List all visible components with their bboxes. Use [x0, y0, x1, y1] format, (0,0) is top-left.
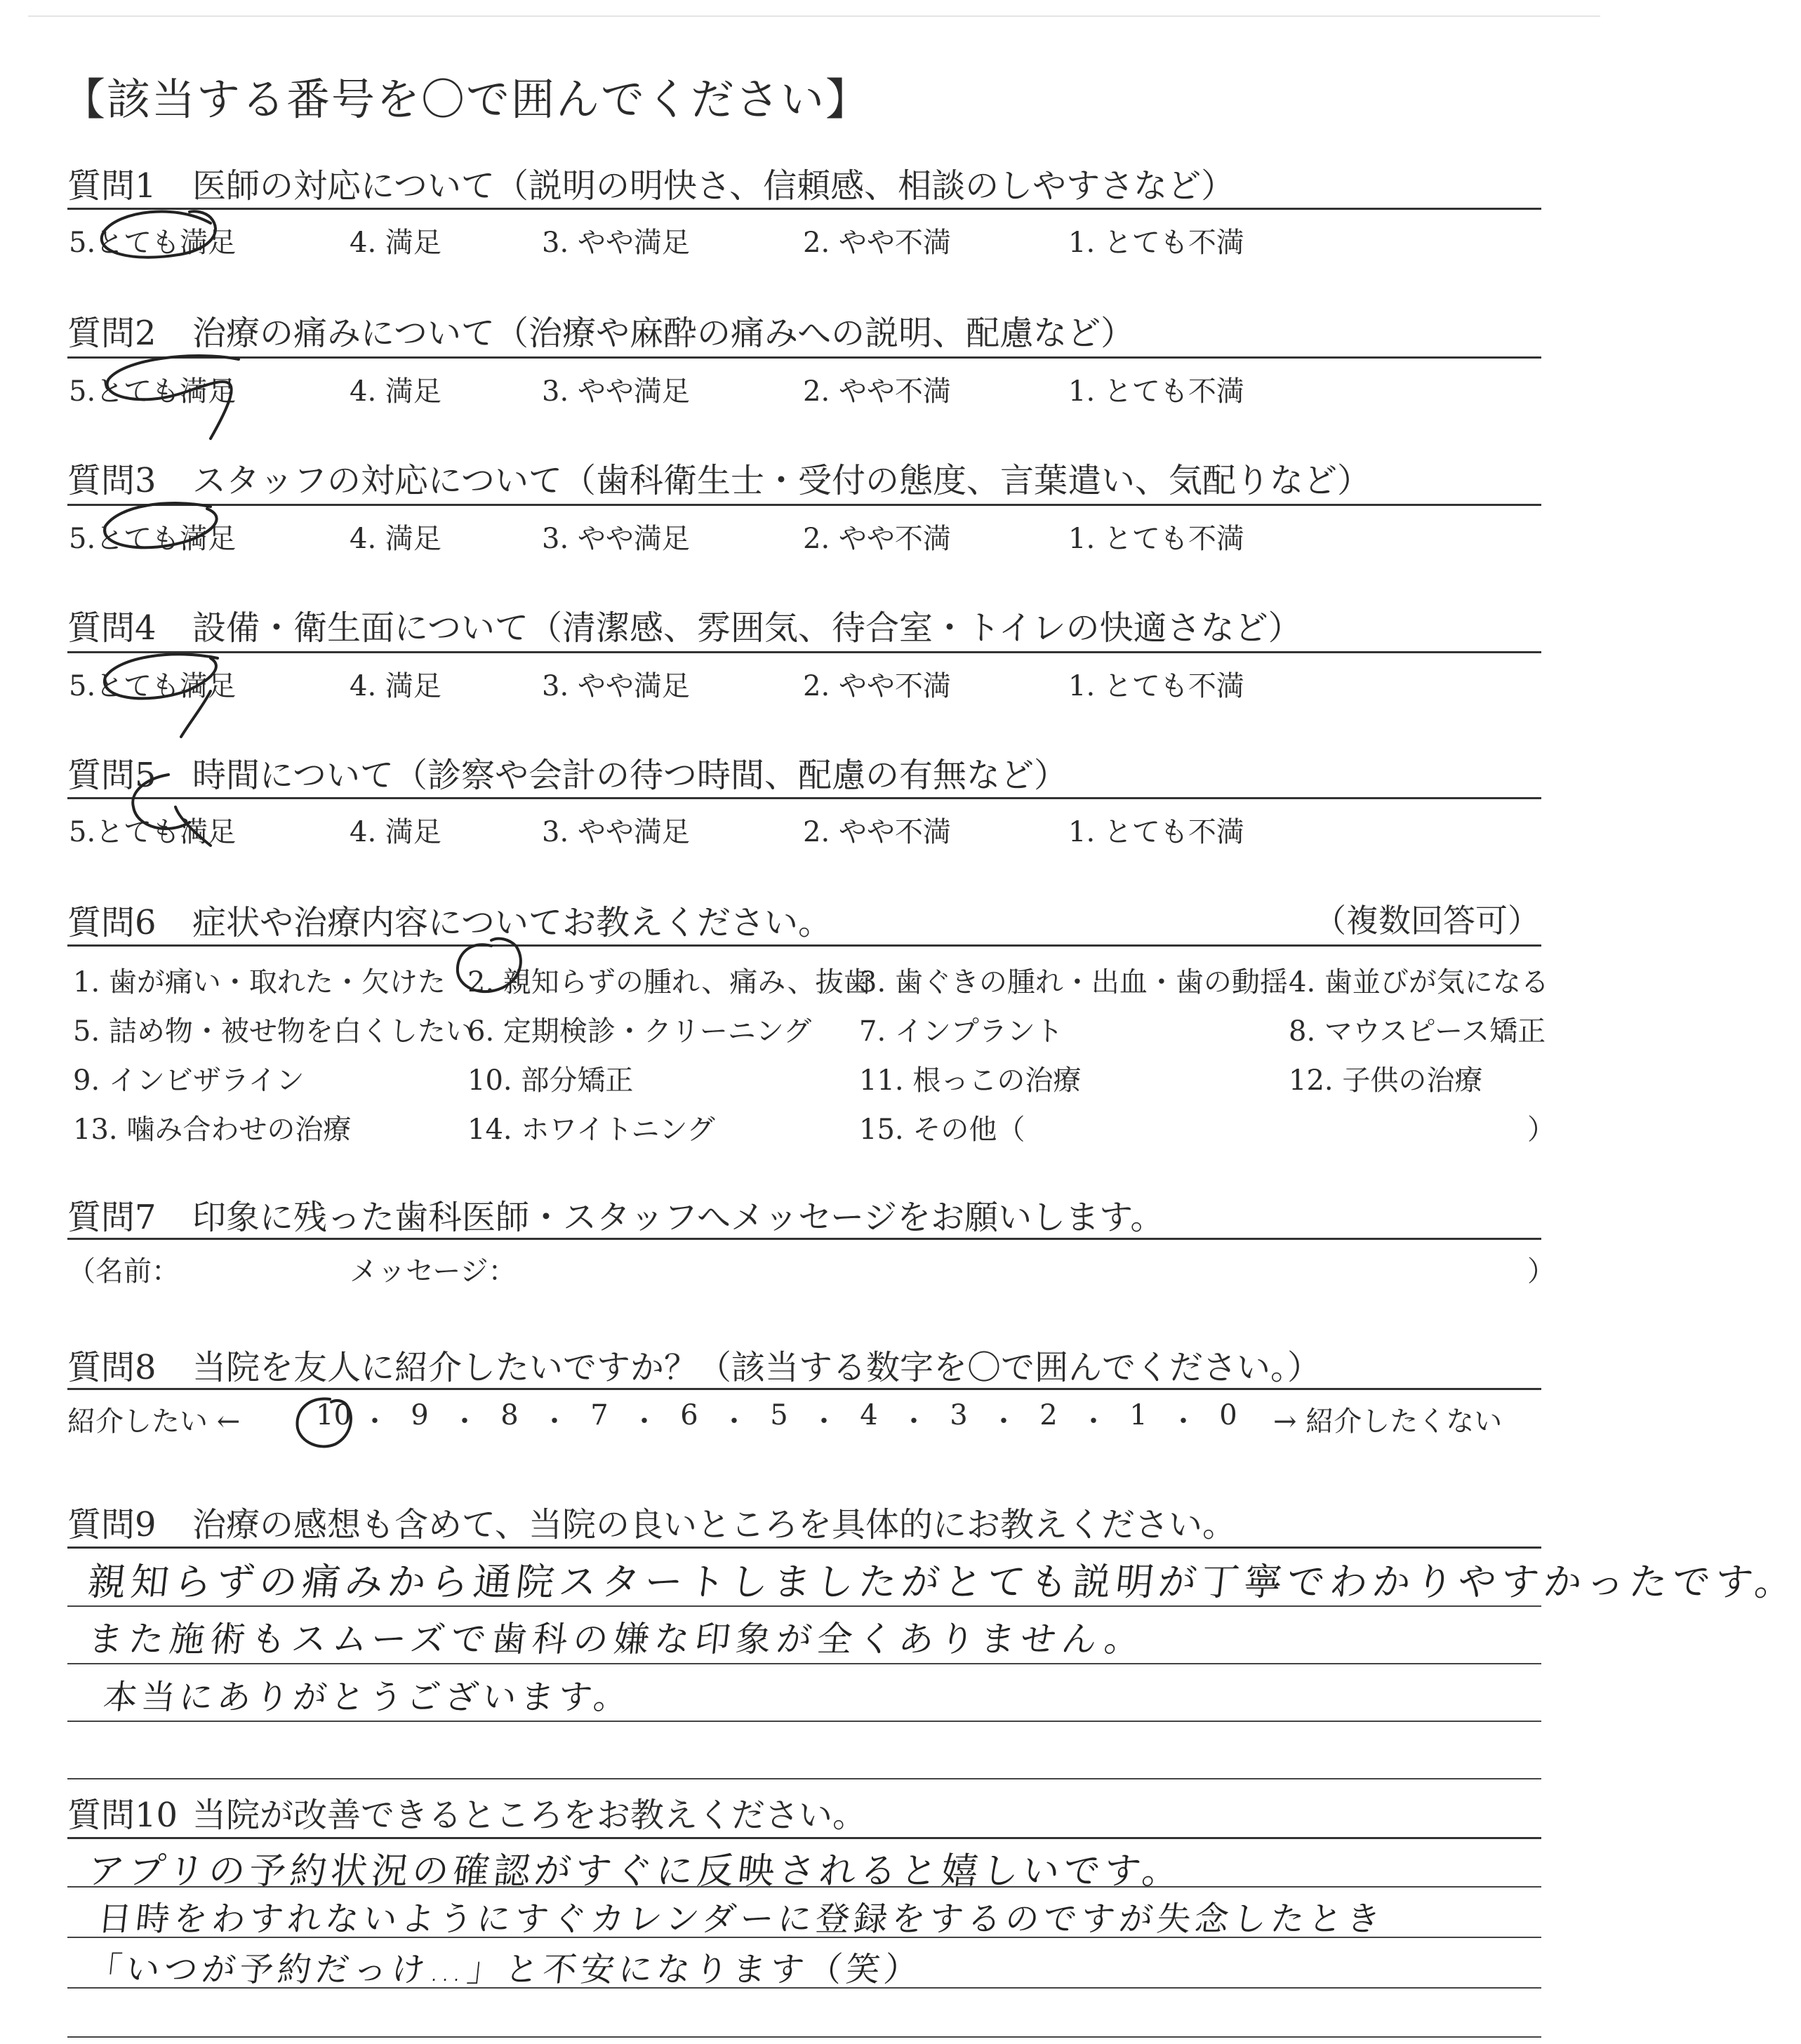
other-close-paren: ）	[1527, 1114, 1555, 1146]
rating-option-4[interactable]: 4. 満足	[350, 375, 441, 408]
rating-option-3[interactable]: 3. やや満足	[542, 523, 690, 555]
q9-answer-line-3[interactable]: 本当にありがとうございます。	[101, 1678, 634, 1717]
question-text: 治療の感想も含めて、当院の良いところを具体的にお教えください。	[192, 1505, 1237, 1544]
rating-option-4[interactable]: 4. 満足	[350, 227, 441, 259]
question-text: 症状や治療内容についてお教えください。	[192, 903, 832, 942]
question-number: 質問1	[67, 166, 157, 206]
rating-option-2[interactable]: 2. やや不満	[803, 375, 951, 408]
question-rule	[67, 1238, 1541, 1240]
scale-separator: ・	[1079, 1405, 1108, 1438]
scale-separator: ・	[451, 1405, 479, 1438]
message-close-paren: ）	[1527, 1255, 1555, 1288]
answer-line	[67, 1721, 1541, 1722]
scale-10[interactable]: 10	[316, 1399, 352, 1431]
treatment-option-7[interactable]: 7. インプラント	[859, 1015, 1063, 1048]
scale-9[interactable]: 9	[411, 1399, 429, 1431]
rating-option-5[interactable]: 5.とても満足	[69, 670, 237, 702]
question-rule	[67, 651, 1541, 653]
rating-option-2[interactable]: 2. やや不満	[803, 227, 951, 259]
question-number: 質問7	[67, 1198, 157, 1237]
treatment-option-8[interactable]: 8. マウスピース矯正	[1289, 1015, 1546, 1048]
rating-option-5[interactable]: 5.とても満足	[69, 227, 237, 259]
question-1	[67, 159, 1235, 207]
q10-answer-line-1[interactable]: アプリの予約状況の確認がすぐに反映されると嬉しいです。	[86, 1850, 1185, 1892]
rating-option-1[interactable]: 1. とても不満	[1068, 227, 1244, 259]
question-rule	[67, 1388, 1541, 1390]
page-heading: 【該当する番号を〇で囲んでください】	[62, 74, 871, 125]
question-text: スタッフの対応について（歯科衛生士・受付の態度、言葉遣い、気配りなど）	[192, 461, 1371, 500]
question-7	[67, 1190, 1164, 1238]
scale-4[interactable]: 4	[860, 1399, 878, 1431]
q10-answer-line-3[interactable]: 「いつが予約だっけ…」と不安になります（笑）	[86, 1950, 924, 1989]
question-text: 印象に残った歯科医師・スタッフへメッセージをお願いします。	[192, 1198, 1164, 1237]
treatment-option-9[interactable]: 9. インビザライン	[73, 1064, 305, 1097]
treatment-option-12[interactable]: 12. 子供の治療	[1289, 1064, 1483, 1097]
rating-option-4[interactable]: 4. 満足	[350, 523, 441, 555]
rating-option-3[interactable]: 3. やや満足	[542, 227, 690, 259]
top-edge-line	[28, 15, 1600, 17]
question-text: 当院が改善できるところをお教えください。	[192, 1796, 867, 1835]
message-label: メッセージ：	[350, 1255, 517, 1288]
question-4	[67, 601, 1302, 649]
scale-separator: ・	[630, 1405, 658, 1438]
question-text: 治療の痛みについて（治療や麻酔の痛みへの説明、配慮など）	[192, 314, 1135, 353]
question-rule	[67, 944, 1541, 947]
rating-option-1[interactable]: 1. とても不満	[1068, 816, 1244, 848]
question-text: 当院を友人に紹介したいですか？（該当する数字を〇で囲んでください。）	[192, 1348, 1322, 1387]
question-rule	[67, 208, 1541, 210]
question-10	[67, 1788, 866, 1836]
recommend-right-label: → 紹介したくない	[1273, 1405, 1503, 1438]
scale-separator: ・	[900, 1405, 928, 1438]
treatment-option-10[interactable]: 10. 部分矯正	[467, 1064, 634, 1097]
scale-2[interactable]: 2	[1039, 1399, 1058, 1431]
question-text: 設備・衛生面について（清潔感、雰囲気、待合室・トイレの快適さなど）	[192, 608, 1302, 648]
treatment-option-2[interactable]: 2. 親知らずの腫れ、痛み、抜歯	[467, 966, 872, 998]
treatment-option-13[interactable]: 13. 噛み合わせの治療	[73, 1114, 352, 1146]
scale-separator: ・	[990, 1405, 1018, 1438]
scale-separator: ・	[540, 1405, 569, 1438]
question-number: 質問2	[67, 314, 157, 353]
treatment-option-5[interactable]: 5. 詰め物・被せ物を白くしたい	[73, 1015, 474, 1048]
scale-3[interactable]: 3	[950, 1399, 968, 1431]
scale-separator: ・	[1169, 1405, 1197, 1438]
rating-option-1[interactable]: 1. とても不満	[1068, 670, 1244, 702]
question-number: 質問6	[67, 903, 157, 942]
question-number: 質問5	[67, 756, 157, 795]
scale-1[interactable]: 1	[1129, 1399, 1148, 1431]
rating-option-3[interactable]: 3. やや満足	[542, 375, 690, 408]
rating-option-4[interactable]: 4. 満足	[350, 670, 441, 702]
treatment-option-15[interactable]: 15. その他（	[859, 1114, 1025, 1146]
recommend-left-label: 紹介したい ←	[67, 1405, 241, 1438]
name-label: （名前：	[67, 1255, 180, 1288]
question-2	[67, 306, 1134, 354]
question-number: 質問8	[67, 1348, 157, 1387]
scale-separator: ・	[361, 1405, 389, 1438]
rating-option-3[interactable]: 3. やや満足	[542, 670, 690, 702]
question-rule	[67, 1837, 1541, 1839]
scale-7[interactable]: 7	[590, 1399, 609, 1431]
scale-8[interactable]: 8	[500, 1399, 519, 1431]
q9-answer-line-1[interactable]: 親知らずの痛みから通院スタートしましたがとても説明が丁寧でわかりやすかったです。	[86, 1560, 1800, 1604]
rating-option-1[interactable]: 1. とても不満	[1068, 523, 1244, 555]
question-text: 時間について（診察や会計の待つ時間、配慮の有無など）	[192, 756, 1068, 795]
rating-option-5[interactable]: 5.とても満足	[69, 523, 237, 555]
question-5	[67, 748, 1068, 796]
rating-option-4[interactable]: 4. 満足	[350, 816, 441, 848]
treatment-option-14[interactable]: 14. ホワイトニング	[467, 1114, 715, 1146]
question-3	[67, 453, 1371, 502]
rating-option-3[interactable]: 3. やや満足	[542, 816, 690, 848]
treatment-option-3[interactable]: 3. 歯ぐきの腫れ・出血・歯の動揺	[859, 966, 1288, 998]
rating-option-2[interactable]: 2. やや不満	[803, 670, 951, 702]
treatment-option-1[interactable]: 1. 歯が痛い・取れた・欠けた	[73, 966, 446, 998]
scale-5[interactable]: 5	[770, 1399, 788, 1431]
question-rule	[67, 797, 1541, 799]
answer-line	[67, 1778, 1541, 1779]
question-rule	[67, 504, 1541, 506]
question-6	[67, 895, 832, 944]
multiple-answers-note: （複数回答可）	[1314, 902, 1540, 940]
answer-line	[67, 1663, 1541, 1664]
rating-option-5[interactable]: 5.とても満足	[69, 375, 237, 408]
question-rule	[67, 1547, 1541, 1549]
rating-option-2[interactable]: 2. やや不満	[803, 523, 951, 555]
scale-6[interactable]: 6	[680, 1399, 698, 1431]
question-rule	[67, 356, 1541, 359]
question-number: 質問4	[67, 608, 157, 648]
rating-option-5[interactable]: 5.とても満足	[69, 816, 237, 848]
treatment-option-11[interactable]: 11. 根っこの治療	[859, 1064, 1082, 1097]
question-text: 医師の対応について（説明の明快さ、信頼感、相談のしやすさなど）	[192, 166, 1235, 206]
question-number: 質問9	[67, 1505, 157, 1544]
treatment-option-6[interactable]: 6. 定期検診・クリーニング	[467, 1015, 812, 1048]
question-9	[67, 1497, 1236, 1546]
treatment-option-4[interactable]: 4. 歯並びが気になる	[1289, 966, 1549, 998]
question-number: 質問10	[67, 1796, 178, 1835]
question-8	[67, 1340, 1321, 1389]
rating-option-1[interactable]: 1. とても不満	[1068, 375, 1244, 408]
q9-answer-line-2[interactable]: また施術もスムーズで歯科の嫌な印象が全くありません。	[86, 1619, 1148, 1659]
question-number: 質問3	[67, 461, 157, 500]
q10-answer-line-2[interactable]: 日時をわすれないようにすぐカレンダーに登録をするのですが失念したとき	[95, 1899, 1387, 1939]
scale-0[interactable]: 0	[1219, 1399, 1237, 1431]
answer-line	[67, 2036, 1541, 2038]
scale-separator: ・	[720, 1405, 748, 1438]
scale-separator: ・	[810, 1405, 838, 1438]
rating-option-2[interactable]: 2. やや不満	[803, 816, 951, 848]
